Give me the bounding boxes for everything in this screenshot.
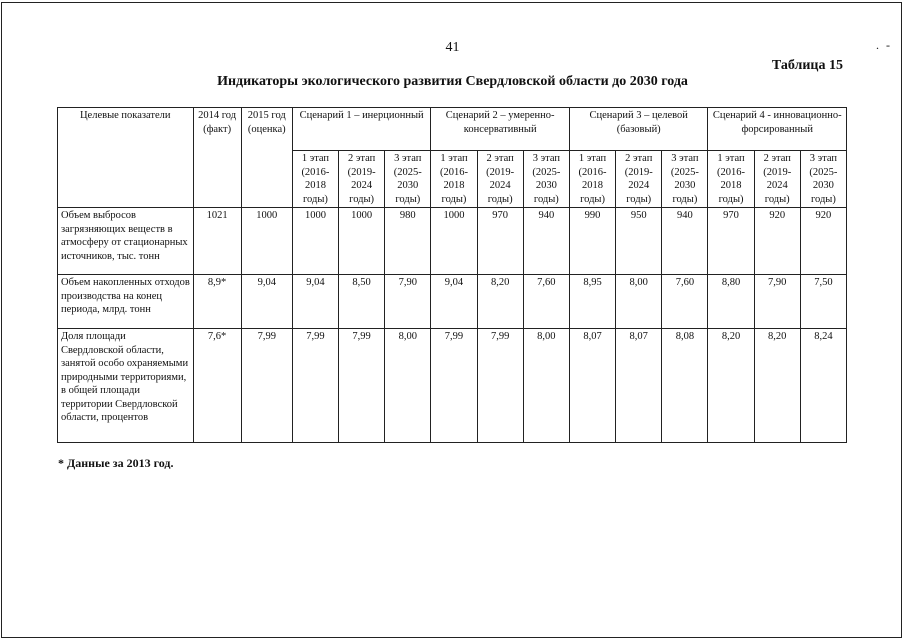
- table-cell: 7,99: [431, 329, 477, 443]
- table-row: [58, 329, 847, 443]
- table-cell: 920: [800, 208, 846, 275]
- header-stage: 2 этап (2019-2024 годы): [339, 151, 385, 208]
- table-row: [58, 275, 847, 329]
- header-scenario-1: Сценарий 1 – инерционный: [292, 108, 431, 151]
- header-stage: 1 этап (2016-2018 годы): [708, 151, 754, 208]
- table-cell: 1021: [193, 208, 241, 275]
- header-year-2015: 2015 год (оценка): [241, 108, 292, 208]
- table-cell: 970: [708, 208, 754, 275]
- header-stage: 3 этап (2025-2030 годы): [385, 151, 431, 208]
- header-scenario-4: Сценарий 4 - инновационно-форсированный: [708, 108, 847, 151]
- table-cell: 940: [662, 208, 708, 275]
- header-year-2014: 2014 год (факт): [193, 108, 241, 208]
- table-cell: 940: [523, 208, 569, 275]
- row-label: Объем накопленных отходов производства на конец периода, млрд. тонн: [58, 275, 194, 329]
- table-cell: 1000: [339, 208, 385, 275]
- table-cell: 920: [754, 208, 800, 275]
- table-cell: 990: [569, 208, 615, 275]
- table-cell: 1000: [431, 208, 477, 275]
- table-label: Таблица 15: [771, 58, 843, 73]
- row-label: Объем выбросов загрязняющих веществ в атмосферу от стационарных источников, тыс. тонн: [58, 208, 194, 275]
- header-stage: 3 этап (2025-2030 годы): [662, 151, 708, 208]
- table-cell: 7,99: [292, 329, 338, 443]
- page-title: Индикаторы экологического развития Свердловской области до 2030 года: [217, 74, 688, 89]
- table-cell: 8,08: [662, 329, 708, 443]
- table-cell: 8,80: [708, 275, 754, 329]
- table-cell: 7,60: [523, 275, 569, 329]
- indicators-table: [57, 107, 847, 443]
- page-number: 41: [445, 40, 460, 55]
- header-stage: 1 этап (2016-2018 годы): [431, 151, 477, 208]
- table-cell: 8,24: [800, 329, 846, 443]
- table-cell: 9,04: [241, 275, 292, 329]
- header-stage: 2 этап (2019-2024 годы): [477, 151, 523, 208]
- row-label: Доля площади Свердловской области, занятой особо охраняемыми природными территориями, в общей площади территории Свердловской области, процентов: [58, 329, 194, 443]
- table-cell: 8,07: [569, 329, 615, 443]
- table-cell: 8,95: [569, 275, 615, 329]
- table-cell: 7,90: [754, 275, 800, 329]
- table-cell: 7,90: [385, 275, 431, 329]
- header-stage: 1 этап (2016-2018 годы): [569, 151, 615, 208]
- table-cell: 7,60: [662, 275, 708, 329]
- header-stage: 2 этап (2019-2024 годы): [616, 151, 662, 208]
- table-cell: 970: [477, 208, 523, 275]
- header-stage: 1 этап (2016-2018 годы): [292, 151, 338, 208]
- table-cell: 8,07: [616, 329, 662, 443]
- table-cell: 8,20: [477, 275, 523, 329]
- table-cell: 9,04: [431, 275, 477, 329]
- table-cell: 8,20: [754, 329, 800, 443]
- header-stage: 2 этап (2019-2024 годы): [754, 151, 800, 208]
- header-stage: 3 этап (2025-2030 годы): [800, 151, 846, 208]
- page-corner-mark: . -: [876, 38, 892, 52]
- table-cell: 8,00: [385, 329, 431, 443]
- table-cell: 8,50: [339, 275, 385, 329]
- table-cell: 1000: [241, 208, 292, 275]
- table-cell: 1000: [292, 208, 338, 275]
- table-row: [58, 208, 847, 275]
- table-cell: 8,00: [523, 329, 569, 443]
- table-cell: 7,99: [339, 329, 385, 443]
- table-cell: 950: [616, 208, 662, 275]
- table-cell: 8,9*: [193, 275, 241, 329]
- table-cell: 7,99: [241, 329, 292, 443]
- header-indicator: Целевые показатели: [58, 108, 194, 208]
- table-cell: 7,99: [477, 329, 523, 443]
- table-cell: 8,20: [708, 329, 754, 443]
- table-cell: 7,6*: [193, 329, 241, 443]
- header-scenario-2: Сценарий 2 – умеренно-консервативный: [431, 108, 570, 151]
- header-stage: 3 этап (2025-2030 годы): [523, 151, 569, 208]
- table-cell: 9,04: [292, 275, 338, 329]
- footnote: * Данные за 2013 год.: [58, 456, 174, 470]
- table-cell: 8,00: [616, 275, 662, 329]
- table-cell: 7,50: [800, 275, 846, 329]
- header-scenario-3: Сценарий 3 – целевой (базовый): [569, 108, 708, 151]
- table-cell: 980: [385, 208, 431, 275]
